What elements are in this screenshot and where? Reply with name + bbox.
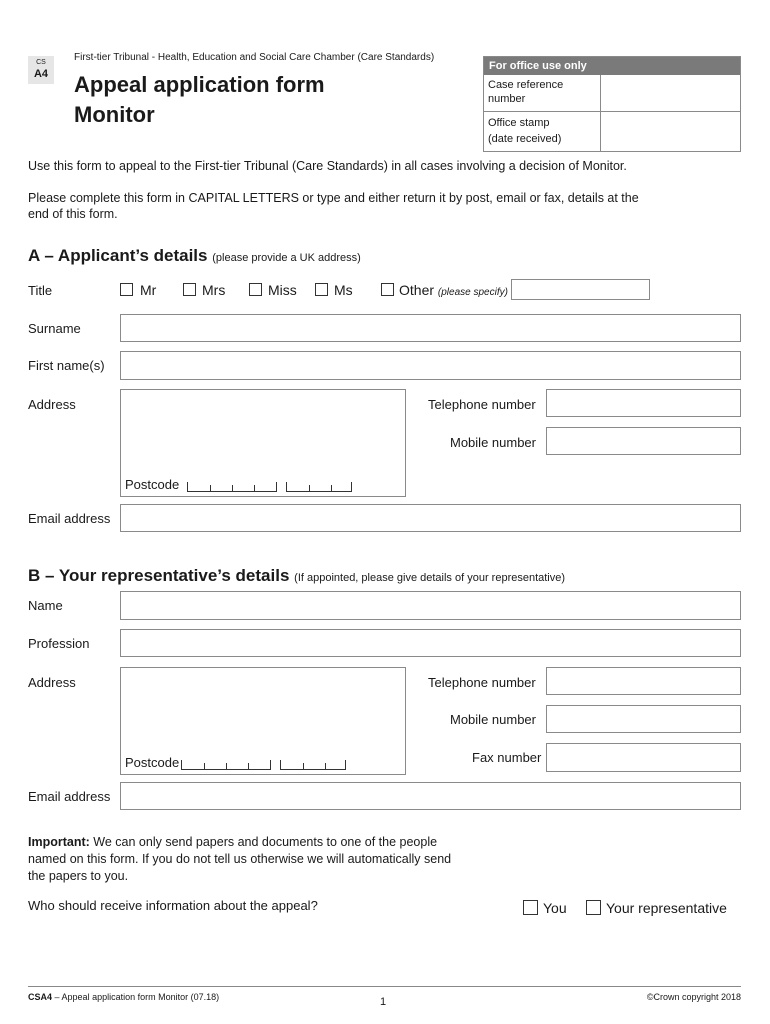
address-label: Address [28,397,76,412]
office-stamp-label-line-1: Office stamp [488,117,550,129]
section-a-heading [28,246,361,266]
postcode-segment-2[interactable] [286,482,352,492]
footer-code: CSA4 [28,992,53,1002]
intro-text-1: Use this form to appeal to the First-tier Tribunal (Care Standards) in all cases involving a decision of Monitor. [28,159,627,173]
title-other-text: Other [399,282,435,298]
title-miss-label: Miss [268,282,297,298]
office-use-panel [483,56,741,152]
first-name-input[interactable] [120,351,741,380]
title-mrs-checkbox[interactable] [183,283,196,296]
rep-name-input[interactable] [120,591,741,620]
section-a-note: (please provide a UK address) [212,252,361,264]
receive-representative-checkbox[interactable] [586,900,601,915]
rep-name-label: Name [28,598,63,613]
page-title-line-2: Monitor [74,102,155,127]
chamber-name: First-tier Tribunal - Health, Education and Social Care Chamber (Care Standards) [74,52,435,63]
surname-input[interactable] [120,314,741,342]
copyright: ©Crown copyright 2018 [646,992,741,1002]
rep-postcode-segment-1[interactable] [181,760,271,770]
first-name-label: First name(s) [28,358,105,373]
mobile-input[interactable] [546,427,741,455]
title-mr-label: Mr [140,282,157,298]
rep-email-input[interactable] [120,782,741,810]
case-ref-label-line-2: number [488,93,526,105]
receive-question: Who should receive information about the appeal? [28,898,318,913]
rep-mobile-input[interactable] [546,705,741,733]
rep-profession-input[interactable] [120,629,741,657]
office-stamp-label [488,115,561,147]
rep-email-label: Email address [28,789,111,804]
title-ms-checkbox[interactable] [315,283,328,296]
important-line-2: named on this form. If you do not tell us otherwise we will automatically send [28,852,452,866]
form-code-small: CS [36,59,46,66]
postcode-segment-1[interactable] [187,482,277,492]
page-number: 1 [380,996,387,1008]
important-line-3: the papers to you. [28,869,129,883]
case-ref-field[interactable] [600,75,740,112]
rep-postcode-label: Postcode [125,755,180,770]
page-title [74,70,325,130]
rep-telephone-input[interactable] [546,667,741,695]
office-stamp-label-line-2: (date received) [488,133,562,145]
case-ref-label-line-1: Case reference [488,79,564,91]
important-notice [28,834,451,885]
title-other-note: (please specify) [437,287,508,298]
title-ms-label: Ms [334,282,353,298]
email-label: Email address [28,511,111,526]
title-mr-checkbox[interactable] [120,283,133,296]
title-other-checkbox[interactable] [381,283,394,296]
section-b-title: B – Your representative’s details [28,566,290,585]
title-other-input[interactable] [511,279,650,300]
intro-text-2: Please complete this form in CAPITAL LETTERS or type and either return it by post, email or fax, details at the [28,191,639,205]
surname-label: Surname [28,321,81,336]
rep-telephone-label: Telephone number [428,675,536,690]
telephone-input[interactable] [546,389,741,417]
title-other-label [399,282,508,298]
email-input[interactable] [120,504,741,532]
intro-text-3: end of this form. [28,207,118,221]
rep-postcode-segment-2[interactable] [280,760,346,770]
postcode-label: Postcode [125,477,180,492]
rep-address-label: Address [28,675,76,690]
title-label: Title [28,283,53,298]
case-ref-label [488,78,563,106]
rep-profession-label: Profession [28,636,90,651]
section-b-heading [28,566,565,586]
section-a-title: A – Applicant’s details [28,246,208,265]
footer-text: – Appeal application form Monitor (07.18) [54,992,220,1002]
telephone-label: Telephone number [428,397,536,412]
important-text-1: We can only send papers and documents to one of the people [93,835,438,849]
receive-you-label: You [543,900,567,916]
rep-fax-input[interactable] [546,743,741,772]
footer-rule [28,986,741,987]
receive-you-checkbox[interactable] [523,900,538,915]
office-stamp-field[interactable] [600,111,740,151]
form-code-large: A4 [33,68,49,80]
rep-fax-label: Fax number [472,750,542,765]
footer-form-ref [28,992,219,1002]
office-use-heading: For office use only [484,57,740,75]
rep-mobile-label: Mobile number [450,712,536,727]
divider [484,111,600,112]
title-miss-checkbox[interactable] [249,283,262,296]
title-mrs-label: Mrs [202,282,226,298]
important-bold: Important: [28,835,90,849]
page-title-line-1: Appeal application form [74,72,325,97]
receive-representative-label: Your representative [606,900,727,916]
mobile-label: Mobile number [450,435,536,450]
section-b-note: (If appointed, please give details of your representative) [294,572,566,584]
important-line-1 [28,834,451,851]
form-code-badge [28,56,54,84]
